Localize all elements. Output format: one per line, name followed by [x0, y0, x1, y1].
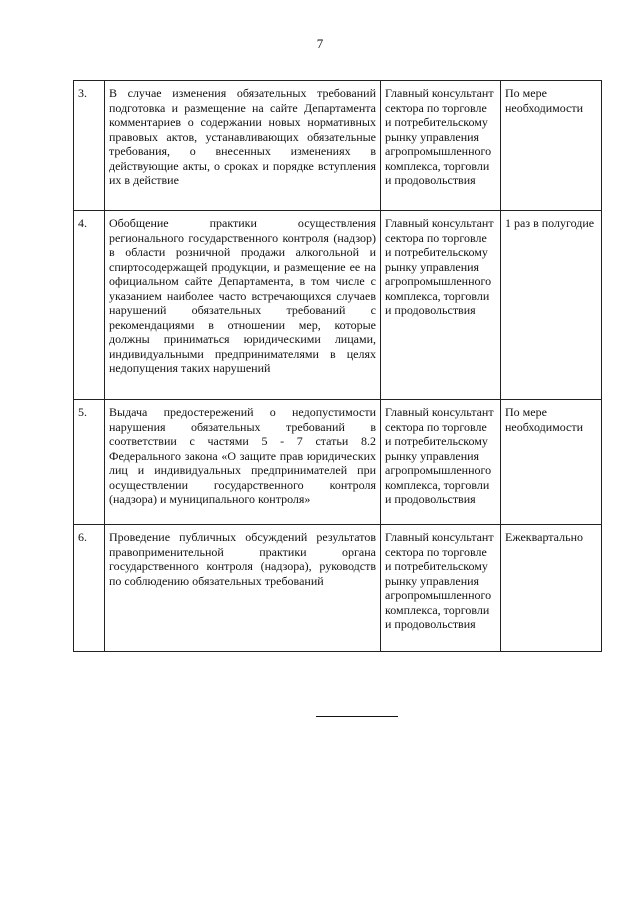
activity-description: Проведение публичных обсуждений результатов правоприменительной практики органа государственного контроля (надзора), руководств по соблюдению обязательных требований [105, 525, 381, 652]
measures-table [73, 80, 602, 652]
activity-description: Выдача предостережений о недопустимости нарушения обязательных требований в соответствии с частями 5 - 7 статьи 8.2 Федерального закона «О защите прав юридических лиц и индивидуальных предпринимателей при осуществлении государственного контроля (надзора) и муниципального контроля» [105, 400, 381, 525]
row-number: 6. [74, 525, 105, 652]
responsible-person: Главный консультант сектора по торговле и потребительскому рынку управления агропромышленного комплекса, торговли и продовольствия [381, 525, 501, 652]
activity-description: В случае изменения обязательных требований подготовка и размещение на сайте Департамента комментариев о содержании новых нормативных правовых актов, устанавливающих обязательные требования, о внесенных изменениях в действующие акты, о сроках и порядке вступления их в действие [105, 81, 381, 211]
responsible-person: Главный консультант сектора по торговле и потребительскому рынку управления агропромышленного комплекса, торговли и продовольствия [381, 211, 501, 400]
page-number: 7 [316, 36, 324, 51]
responsible-person: Главный консультант сектора по торговле и потребительскому рынку управления агропромышленного комплекса, торговли и продовольствия [381, 81, 501, 211]
table-row [74, 525, 602, 652]
responsible-person: Главный консультант сектора по торговле и потребительскому рынку управления агропромышленного комплекса, торговли и продовольствия [381, 400, 501, 525]
table-row [74, 211, 602, 400]
deadline: 1 раз в полугодие [501, 211, 602, 400]
activity-description: Обобщение практики осуществления регионального государственного контроля (надзор) в области розничной продажи алкогольной и спиртосодержащей продукции, и размещение ее на официальном сайте Департамента, в том числе с указанием наиболее часто встречающихся случаев нарушений обязательных требований с рекомендациями в отношении мер, которые должны приниматься юридическими лицами, индивидуальными предпринимателями в целях недопущения таких нарушений [105, 211, 381, 400]
deadline: По мере необходимости [501, 400, 602, 525]
table-row [74, 400, 602, 525]
table-row [74, 81, 602, 211]
row-number: 5. [74, 400, 105, 525]
row-number: 3. [74, 81, 105, 211]
deadline: По мере необходимости [501, 81, 602, 211]
end-of-document-rule [316, 716, 398, 717]
deadline: Ежеквартально [501, 525, 602, 652]
row-number: 4. [74, 211, 105, 400]
